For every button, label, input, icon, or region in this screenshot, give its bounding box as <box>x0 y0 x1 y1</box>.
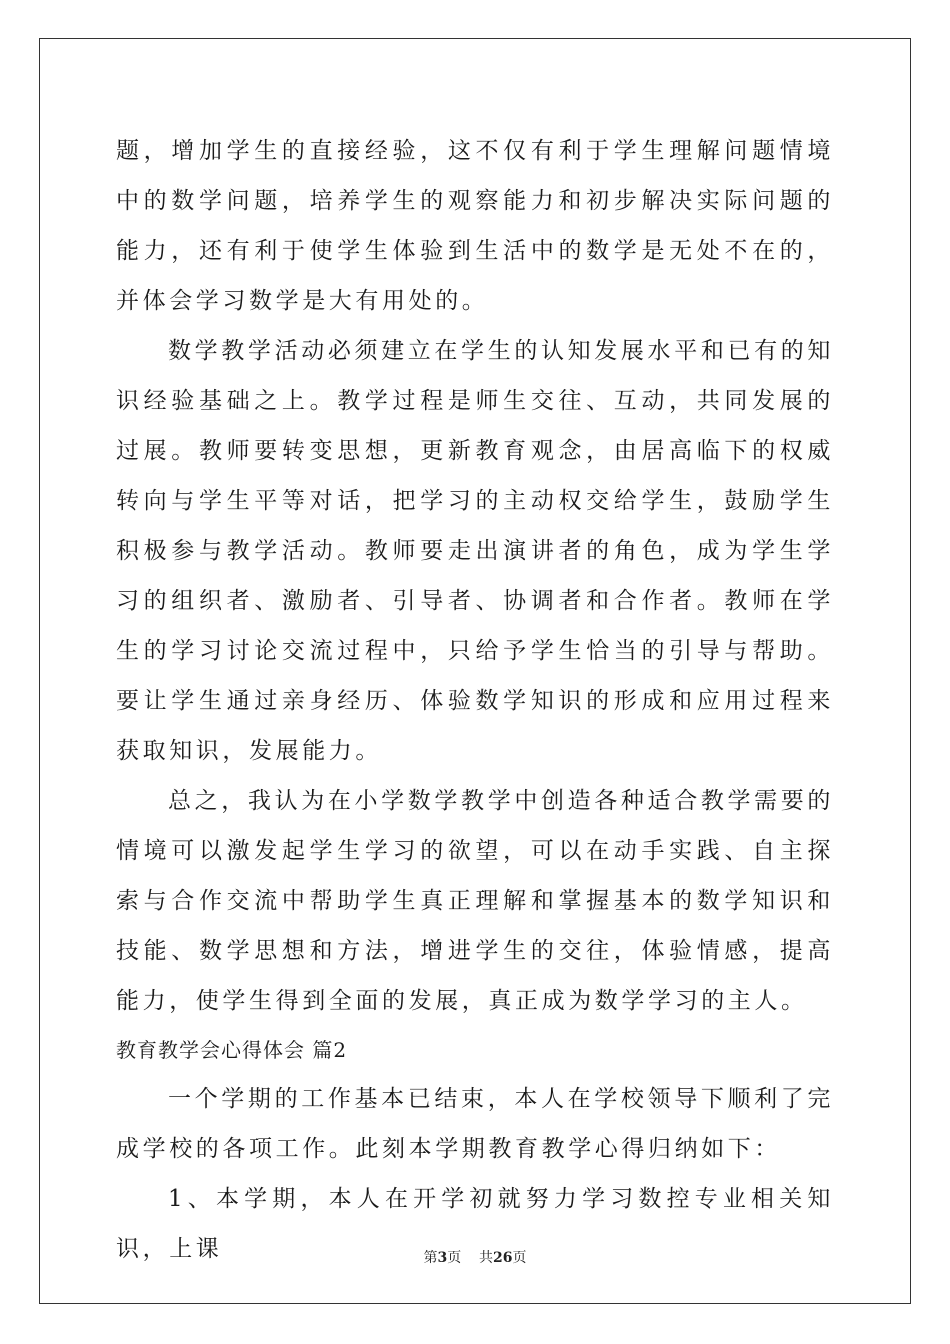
paragraph: 总之，我认为在小学数学教学中创造各种适合教学需要的情境可以激发起学生学习的欲望，可以在动手实践、自主探索与合作交流中帮助学生真正理解和掌握基本的数学知识和技能、数学思想和方法，增进学生的交往，体验情感，提高能力，使学生得到全面的发展，真正成为数学学习的主人。 <box>116 788 834 1014</box>
paragraph: 数学教学活动必须建立在学生的认知发展水平和已有的知识经验基础之上。教学过程是师生交往、互动，共同发展的过展。教师要转变思想，更新教育观念，由居高临下的权威转向与学生平等对话，把学习的主动权交给学生，鼓励学生积极参与教学活动。教师要走出演讲者的角色，成为学生学习的组织者、激励者、引导者、协调者和合作者。教师在学生的学习讨论交流过程中，只给予学生恰当的引导与帮助。要让学生通过亲身经历、体验数学知识的形成和应用过程来获取知识，发展能力。 <box>116 338 834 764</box>
paragraph-continued: 题，增加学生的直接经验，这不仅有利于学生理解问题情境中的数学问题，培养学生的观察能力和初步解决实际问题的能力，还有利于使学生体验到生活中的数学是无处不在的，并体会学习数学是大有用处的。 <box>116 138 834 314</box>
total-prefix: 共 <box>479 1250 494 1266</box>
page-footer <box>0 1247 950 1267</box>
document-body <box>116 126 834 1274</box>
total-page-count: 26 <box>493 1250 513 1266</box>
paragraph: 1、本学期，本人在开学初就努力学习数控专业相关知识，上课 <box>116 1186 834 1262</box>
total-suffix: 页 <box>512 1250 527 1266</box>
section-heading: 教育教学会心得体会 篇2 <box>116 1038 348 1062</box>
current-page-number: 3 <box>437 1250 448 1266</box>
page-suffix: 页 <box>447 1250 462 1266</box>
paragraph: 一个学期的工作基本已结束，本人在学校领导下顺利了完成学校的各项工作。此刻本学期教育教学心得归纳如下： <box>116 1086 834 1162</box>
page-prefix: 第 <box>423 1250 438 1266</box>
